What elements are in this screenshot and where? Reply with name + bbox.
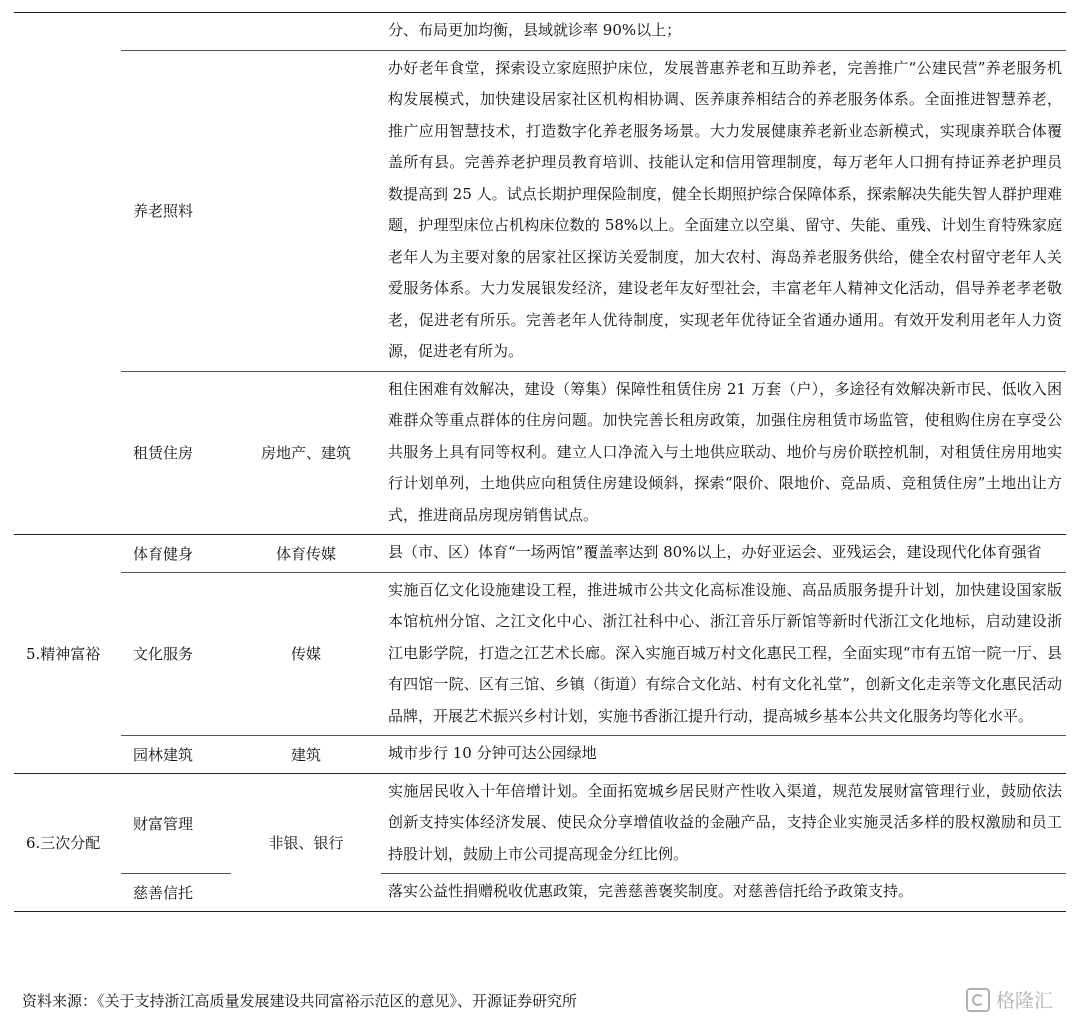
subcategory-cell: 财富管理	[121, 773, 231, 874]
industry-cell: 非银、银行	[231, 773, 381, 911]
subcategory-cell: 慈善信托	[121, 874, 231, 912]
description-cell: 实施百亿文化设施建设工程，推进城市公共文化高标准设施、高品质服务提升计划，加快建设国家版本馆杭州分馆、之江文化中心、浙江社科中心、浙江音乐厅新馆等新时代浙江文化地标，启动建设浙江电影学院，打造之江艺术长廊。深入实施百城万村文化惠民工程，全面实现“市有五馆一院一厅、县有四馆一院、区有三馆、乡镇（街道）有综合文化站、村有文化礼堂”，创新文化走亲等文化惠民活动品牌，开展艺术振兴乡村计划，实施书香浙江提升行动，提高城乡基本公共文化服务均等化水平。	[381, 572, 1066, 736]
category-cell: 5.精神富裕	[14, 535, 121, 774]
subcategory-cell: 文化服务	[121, 572, 231, 736]
industry-cell: 房地产、建筑	[231, 371, 381, 535]
industry-cell	[231, 13, 381, 51]
gelonghui-logo-icon	[966, 988, 990, 1012]
subcategory-cell	[121, 13, 231, 51]
industry-cell: 体育传媒	[231, 535, 381, 573]
description-cell: 城市步行 10 分钟可达公园绿地	[381, 736, 1066, 774]
description-cell: 实施居民收入十年倍增计划。全面拓宽城乡居民财产性收入渠道，规范发展财富管理行业，鼓励依法创新支持实体经济发展、使民众分享增值收益的金融产品，支持企业实施灵活多样的股权激励和员工持股计划，鼓励上市公司提高现金分红比例。	[381, 773, 1066, 874]
description-cell: 县（市、区）体育“一场两馆”覆盖率达到 80%以上，办好亚运会、亚残运会，建设现代化体育强省	[381, 535, 1066, 573]
industry-cell: 建筑	[231, 736, 381, 774]
subcategory-cell: 养老照料	[121, 50, 231, 371]
watermark	[966, 986, 1053, 1013]
description-cell: 办好老年食堂，探索设立家庭照护床位，发展普惠养老和互助养老，完善推广“公建民营”养老服务机构发展模式，加快建设居家社区机构相协调、医养康养相结合的养老服务体系。全面推进智慧养老，推广应用智慧技术，打造数字化养老服务场景。大力发展健康养老新业态新模式，实现康养联合体覆盖所有县。完善养老护理员教育培训、技能认定和信用管理制度，每万老年人口拥有持证养老护理员数提高到 25 人。试点长期护理保险制度，健全长期照护综合保障体系，探索解决失能失智人群护理难题，护理型床位占机构床位数的 58%以上。全面建立以空巢、留守、失能、重残、计划生育特殊家庭老年人为主要对象的居家社区探访关爱制度，加大农村、海岛养老服务供给，健全农村留守老年人关爱服务体系。大力发展银发经济，建设老年友好型社会，丰富老年人精神文化活动，倡导养老孝老敬老，促进老有所乐。完善老年人优待制度，实现老年优待证全省通办通用。有效开发利用老年人力资源，促进老有所为。	[381, 50, 1066, 371]
table-row	[14, 773, 1066, 874]
description-cell: 分、布局更加均衡，县域就诊率 90%以上；	[381, 13, 1066, 51]
industry-cell	[231, 50, 381, 371]
subcategory-cell: 园林建筑	[121, 736, 231, 774]
category-cell: 6.三次分配	[14, 773, 121, 911]
industry-cell: 传媒	[231, 572, 381, 736]
policy-table	[14, 12, 1066, 912]
description-cell: 租住困难有效解决，建设（筹集）保障性租赁住房 21 万套（户），多途径有效解决新市民、低收入困难群众等重点群体的住房问题。加快完善长租房政策，加强住房租赁市场监管，使租购住房在享受公共服务上具有同等权利。建立人口净流入与土地供应联动、地价与房价联控机制，对租赁住房用地实行计划单列，土地供应向租赁住房建设倾斜，探索“限价、限地价、竞品质、竞租赁住房”土地出让方式，推进商品房现房销售试点。	[381, 371, 1066, 535]
category-cell	[14, 13, 121, 535]
subcategory-cell: 租赁住房	[121, 371, 231, 535]
table-row	[14, 371, 1066, 535]
source-note: 资料来源：《关于支持浙江高质量发展建设共同富裕示范区的意见》、开源证券研究所	[22, 992, 578, 1010]
table-row	[14, 736, 1066, 774]
watermark-text: 格隆汇	[996, 990, 1054, 1012]
table-row	[14, 50, 1066, 371]
table-row	[14, 874, 1066, 912]
table-row	[14, 572, 1066, 736]
description-cell: 落实公益性捐赠税收优惠政策，完善慈善褒奖制度。对慈善信托给予政策支持。	[381, 874, 1066, 912]
subcategory-cell: 体育健身	[121, 535, 231, 573]
table-row	[14, 535, 1066, 573]
table-row	[14, 13, 1066, 51]
